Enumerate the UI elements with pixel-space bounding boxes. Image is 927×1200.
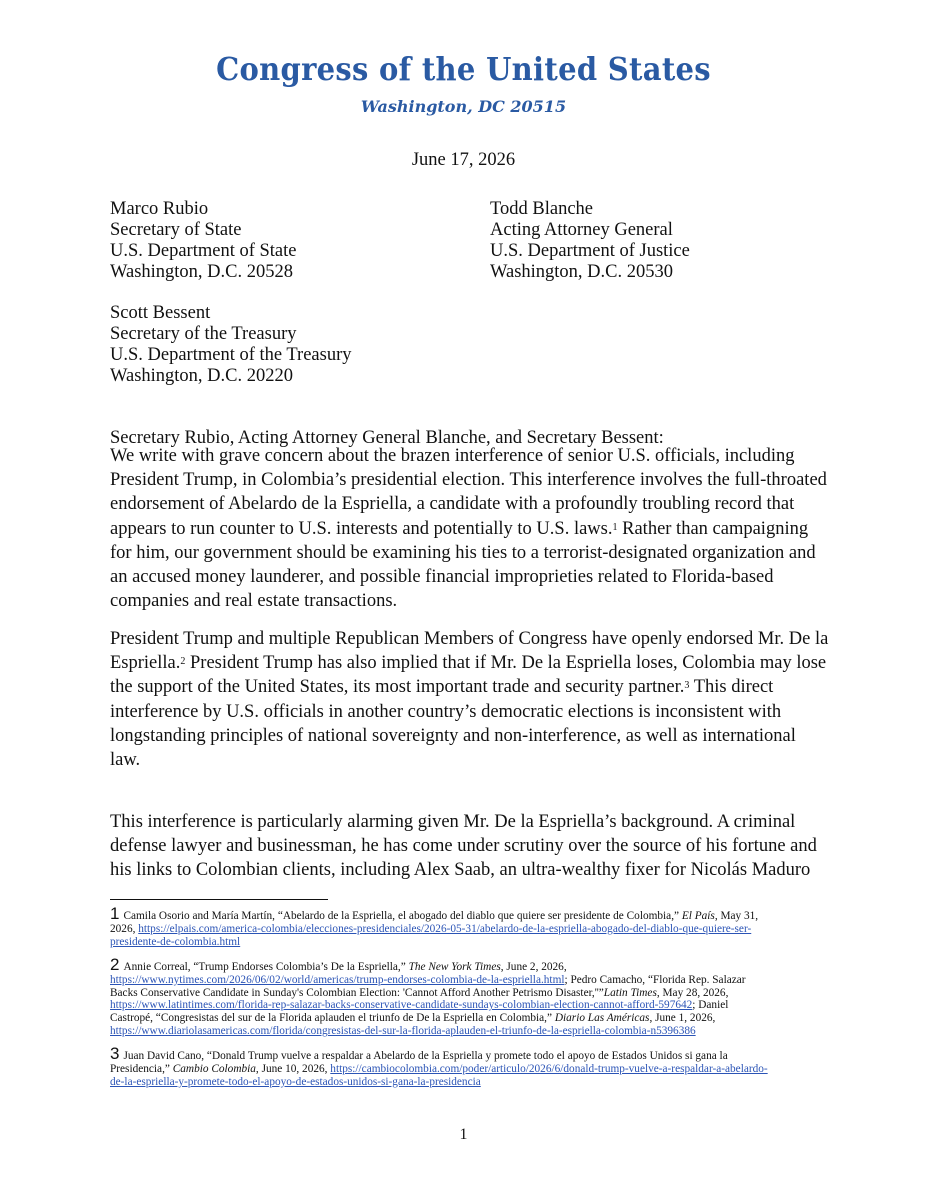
paragraph-text: Espriella.	[110, 653, 181, 674]
paragraph-line: We write with grave concern about the brazen interference of senior U.S. officials, including	[110, 446, 795, 466]
paragraph-line: longstanding principles of national sovereignty and non-interference, as well as international	[110, 725, 796, 746]
footnote-text: Juan David Cano, “Donald Trump vuelve a respaldar a Abelardo de la Espriella y promete todo el apoyo de Estados Unidos si gana la	[123, 1050, 728, 1062]
footnote-link[interactable]: https://elpais.com/america-colombia/elecciones-presidenciales/2026-05-31/abelardo-de-la-espriella-abogado-del-diablo-que-quiere-ser-	[138, 922, 752, 935]
paragraph-text: This direct	[689, 677, 774, 698]
recipient-name: Marco Rubio	[110, 199, 209, 219]
footnote-link[interactable]: presidente-de-colombia.html	[110, 935, 241, 948]
paragraph-line: law.	[110, 750, 141, 771]
recipient-department: U.S. Department of the Treasury	[110, 345, 352, 365]
footnote-line	[110, 923, 830, 936]
footnote-number: 1	[110, 904, 120, 923]
paragraph-text: the support of the United States, its most important trade and security partner.	[110, 677, 685, 698]
paragraph-line	[110, 675, 832, 699]
paragraph-line: interference by U.S. officials in another country’s democratic elections is inconsistent with	[110, 701, 782, 722]
footnote-line	[110, 936, 830, 949]
footnote-link[interactable]: https://www.diariolasamericas.com/florida/congresistas-del-sur-la-florida-aplauden-el-triunfo-de-la-espriella-colombia-n5396386	[110, 1024, 696, 1037]
paragraph-line	[110, 651, 832, 675]
recipient-city: Washington, D.C. 20528	[110, 262, 293, 282]
paragraph-line: endorsement of Abelardo de la Espriella, a candidate with a profoundly troubling record that	[110, 494, 795, 515]
body-paragraph-2	[110, 627, 832, 772]
recipient-title: Secretary of State	[110, 220, 242, 240]
footnote-link[interactable]: de-la-espriella-y-promete-todo-el-apoyo-de-estados-unidos-si-gana-la-presidencia	[110, 1075, 481, 1088]
recipient-title: Secretary of the Treasury	[110, 324, 297, 344]
recipient-bessent	[110, 303, 352, 387]
paragraph-line: President Trump and multiple Republican Members of Congress have openly endorsed Mr. De la	[110, 629, 829, 649]
salutation: Secretary Rubio, Acting Attorney General Blanche, and Secretary Bessent:	[110, 428, 664, 448]
paragraph-text: appears to run counter to U.S. interests and potentially to U.S. laws.	[110, 518, 613, 539]
recipient-city: Washington, D.C. 20530	[490, 262, 673, 282]
recipient-title: Acting Attorney General	[490, 220, 673, 240]
footnote-line	[110, 1063, 830, 1076]
footnote-text: Backs Conservative Candidate in Sunday's Colombian Election: 'Cannot Afford Another Petrismo Disaster,''”	[110, 986, 604, 999]
footnote-line	[110, 987, 830, 1000]
paragraph-line: This interference is particularly alarming given Mr. De la Espriella’s background. A criminal	[110, 812, 796, 832]
letterhead	[0, 52, 927, 116]
footnote-text: 2026,	[110, 922, 136, 935]
footnote-line	[110, 1012, 830, 1025]
paragraph-line: his links to Colombian clients, including Alex Saab, an ultra-wealthy fixer for Nicolás Maduro	[110, 860, 811, 881]
recipient-blanche	[490, 199, 690, 283]
footnote-link[interactable]: https://www.latintimes.com/florida-rep-salazar-backs-conservative-candidate-sundays-colombian-election-cannot-afford-597642	[110, 999, 693, 1012]
footnote-ref-1[interactable]: 1	[612, 521, 618, 533]
footnote-ref-2[interactable]: 2	[180, 656, 186, 668]
letter-date: June 17, 2026	[411, 150, 516, 170]
footnote-text: , June 10, 2026,	[255, 1062, 328, 1075]
footnote-number: 3	[110, 1044, 120, 1063]
body-paragraph-1	[110, 444, 832, 613]
footnote-text: Castropé, “Congresistas del sur de la Florida aplauden el triunfo de De la Espriella en Colombia,”	[110, 1012, 553, 1025]
footnote-text: Annie Correal, “Trump Endorses Colombia’s De la Espriella,”	[123, 961, 406, 973]
paragraph-text: Rather than campaigning	[617, 518, 809, 539]
footnote-text: Presidencia,”	[110, 1062, 170, 1075]
paragraph-line: for him, our government should be examining his ties to a terrorist-designated organization and	[110, 542, 816, 563]
footnote-divider	[110, 899, 328, 900]
paragraph-line: defense lawyer and businessman, he has come under scrutiny over the source of his fortune and	[110, 836, 817, 857]
footnote-source: The New York Times	[408, 961, 501, 973]
footnote-1	[110, 904, 830, 948]
footnote-line	[110, 955, 830, 974]
footnote-line	[110, 1044, 830, 1063]
footnote-source: Latin Times	[603, 986, 657, 999]
paragraph-line: an accused money launderer, and possible financial improprieties related to Florida-based	[110, 567, 774, 588]
footnote-number: 2	[110, 955, 120, 974]
footnote-line	[110, 999, 830, 1012]
recipient-department: U.S. Department of Justice	[490, 241, 690, 261]
footnote-3	[110, 1044, 830, 1088]
footnote-text: , June 1, 2026,	[649, 1012, 716, 1025]
paragraph-line: companies and real estate transactions.	[110, 591, 398, 612]
footnote-text: , May 31,	[714, 910, 759, 922]
footnote-text: , June 2, 2026,	[500, 961, 567, 973]
recipient-rubio	[110, 199, 297, 283]
body-paragraph-3	[110, 810, 832, 883]
footnote-link[interactable]: https://www.nytimes.com/2026/06/02/world/americas/trump-endorses-colombia-de-la-espriella.html	[110, 973, 565, 986]
footnote-2	[110, 955, 830, 1038]
recipient-department: U.S. Department of State	[110, 241, 297, 261]
footnote-text: Camila Osorio and María Martín, “Abelardo de la Espriella, el abogado del diablo que quiere ser presidente de Colombia,”	[123, 910, 680, 922]
footnote-line	[110, 904, 830, 923]
footnote-text: ; Daniel	[692, 999, 729, 1012]
footnote-line	[110, 1025, 830, 1038]
page-number: 1	[459, 1126, 468, 1143]
recipient-name: Todd Blanche	[490, 199, 593, 219]
paragraph-text: President Trump has also implied that if Mr. De la Espriella loses, Colombia may lose	[185, 653, 827, 674]
letterhead-title: Congress of the United States	[216, 50, 711, 88]
footnote-link[interactable]: https://cambiocolombia.com/poder/articulo/2026/6/donald-trump-vuelve-a-respaldar-a-abelardo-	[330, 1062, 768, 1075]
paragraph-line: President Trump, in Colombia’s presidential election. This interference involves the full-throated	[110, 470, 827, 491]
footnote-source: Cambio Colombia	[172, 1062, 256, 1075]
paragraph-line	[110, 517, 832, 541]
footnote-source: Diario Las Américas	[554, 1012, 650, 1025]
footnote-text: , May 28, 2026,	[656, 986, 729, 999]
footnote-line	[110, 1076, 830, 1089]
footnote-source: El País	[681, 910, 715, 922]
footnote-ref-3[interactable]: 3	[684, 680, 690, 692]
letterhead-address: Washington, DC 20515	[360, 97, 567, 116]
footnote-text: ; Pedro Camacho, “Florida Rep. Salazar	[564, 973, 746, 986]
recipient-name: Scott Bessent	[110, 303, 211, 323]
recipient-city: Washington, D.C. 20220	[110, 366, 293, 386]
footnote-line	[110, 974, 830, 987]
